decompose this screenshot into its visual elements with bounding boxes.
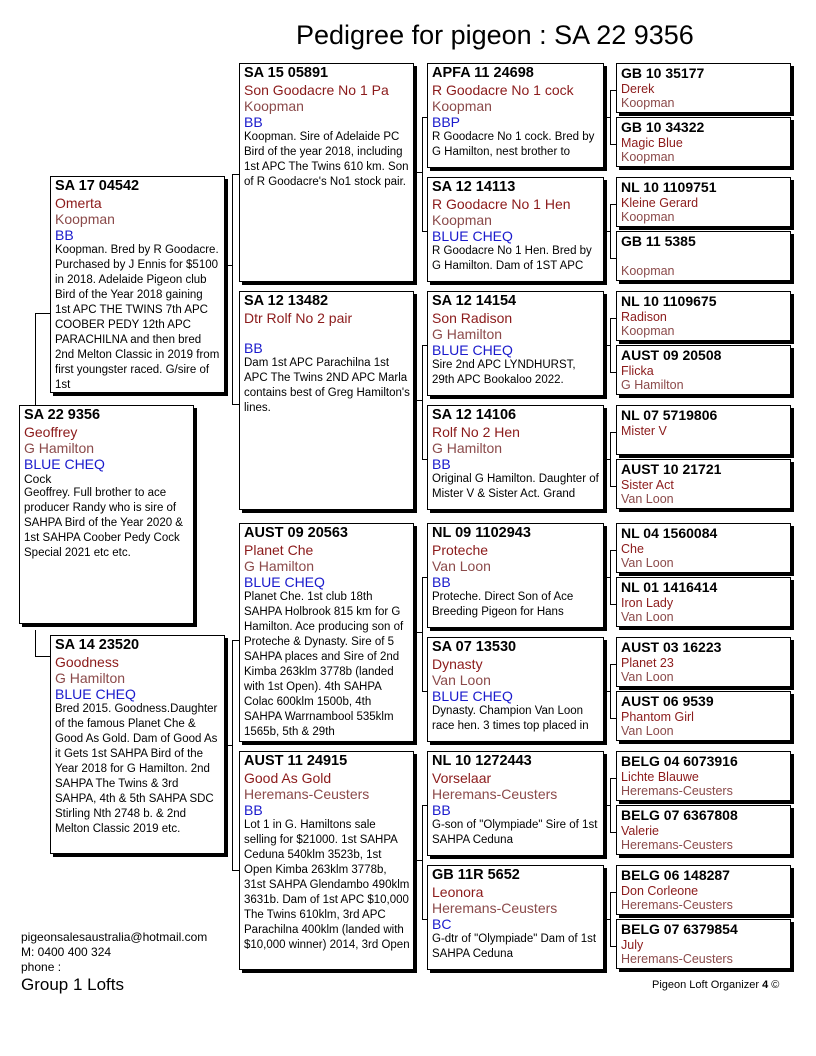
notes: Planet Che. 1st club 18th SAHPA Holbrook 815 km for G Hamilton. Ace producing son of Proteche & Dynasty. Sire of 5 SAHPA places and Sire of 2nd Kimba 263klm 3778b (landed with 1st Open). 4th SAHPA Colac 600klm 1500b, 4th SAHPA Warrnambool 535klm 1565b, 5th & 29th — [244, 591, 404, 738]
connector-line — [415, 860, 423, 861]
breeder: Koopman — [621, 210, 675, 224]
ancestor-card[interactable] — [616, 637, 791, 687]
breeder: Koopman — [432, 98, 492, 114]
ring-number: NL 10 1272443 — [432, 753, 532, 769]
breeder: Heremans-Ceusters — [432, 900, 558, 916]
pigeon-name: Dynasty — [432, 656, 483, 672]
connector-line — [232, 640, 239, 641]
software-name: Pigeon Loft Organizer — [652, 979, 760, 991]
pigeon-name: Mister V — [621, 424, 667, 438]
colour: BB — [244, 114, 263, 130]
breeder: G Hamilton — [432, 326, 503, 342]
breeder: Koopman — [432, 212, 492, 228]
sire-dam-card[interactable] — [239, 291, 414, 510]
pigeon-name: Geoffrey — [24, 424, 78, 440]
ring-number: SA 12 13482 — [244, 293, 329, 309]
contact-email: pigeonsalesaustralia@hotmail.com — [21, 930, 208, 944]
connector-line — [605, 345, 611, 346]
ring-number: BELG 06 148287 — [621, 867, 730, 883]
pigeon-name: Omerta — [55, 195, 102, 211]
notes: Dam 1st APC Parachilna 1st APC The Twins 2ND APC Marla contains best of Greg Hamilton's lines. — [244, 357, 410, 414]
ancestor-card[interactable] — [616, 751, 791, 801]
connector-line — [605, 919, 611, 920]
connector-line — [605, 231, 611, 232]
ancestor-card[interactable] — [616, 577, 791, 627]
colour: BLUE CHEQ — [244, 574, 325, 590]
notes: Original G Hamilton. Daughter of Mister V & Sister Act. Grand — [432, 473, 599, 500]
pigeon-name: Son Radison — [432, 310, 513, 326]
pigeon-name: Goodness — [55, 654, 119, 670]
dam-sire-card[interactable] — [239, 523, 414, 742]
dam-card[interactable] — [50, 635, 225, 854]
connector-line — [415, 400, 423, 401]
pigeon-name: Planet 23 — [621, 656, 674, 670]
ancestor-card[interactable] — [616, 523, 791, 573]
ring-number: AUST 11 24915 — [244, 753, 348, 769]
connector-line — [35, 313, 36, 405]
connector-line — [605, 805, 611, 806]
notes: Bred 2015. Goodness.Daughter of the famous Planet Che & Good As Gold. Dam of Good As it Gets 1st SAHPA Bird of the Year 2018 for G Hamilton. 2nd SAHPA The Twins & 3rd SAHPA, 4th & 5th SAHPA SDC Stirling Nth 2748 b. & 2nd Melton Classic 2019 etc. — [55, 703, 218, 835]
sire-card[interactable] — [50, 176, 225, 393]
pigeon-name — [621, 250, 787, 264]
great-grandparent-card[interactable] — [427, 637, 604, 742]
ancestor-card[interactable] — [616, 63, 791, 113]
ring-number: GB 10 34322 — [621, 119, 705, 135]
colour: BB — [432, 456, 451, 472]
contact-mobile: M: 0400 400 324 — [21, 945, 112, 959]
contact-phone: phone : — [21, 960, 62, 974]
ring-number: NL 07 5719806 — [621, 407, 718, 423]
ring-number: NL 09 1102943 — [432, 525, 531, 541]
colour: BLUE CHEQ — [24, 456, 105, 472]
ring-number: NL 10 1109751 — [621, 179, 717, 195]
pigeon-name: Iron Lady — [621, 596, 674, 610]
colour: BBP — [432, 114, 461, 130]
breeder: Van Loon — [621, 610, 674, 624]
ring-number: AUST 09 20563 — [244, 525, 348, 541]
pigeon-name: Leonora — [432, 884, 484, 900]
pigeon-name: Valerie — [621, 824, 659, 838]
ancestor-card[interactable] — [616, 117, 791, 167]
ring-number: BELG 07 6379854 — [621, 921, 738, 937]
ring-number: AUST 10 21721 — [621, 461, 722, 477]
colour: BB — [244, 340, 263, 356]
breeder: Koopman — [621, 264, 675, 278]
ring-number: SA 14 23520 — [55, 637, 140, 653]
page-title: Pedigree for pigeon : SA 22 9356 — [296, 20, 694, 50]
ring-number: NL 01 1416414 — [621, 579, 718, 595]
notes: Proteche. Direct Son of Ace Breeding Pigeon for Hans — [432, 591, 574, 618]
great-grandparent-card[interactable] — [427, 523, 604, 628]
colour: BLUE CHEQ — [432, 688, 513, 704]
ancestor-card[interactable] — [616, 291, 791, 341]
connector-line — [225, 745, 233, 746]
notes: Koopman. Bred by R Goodacre. Purchased by J Ennis for $5100 in 2018. Adelaide Pigeon club Bird of the Year 2018 gaining 1st APC THE TWINS 7th APC COOBER PEDY 12th APC PARACHILNA and then bred 2nd Melton Classic in 2019 from first youngster raced. G/sire of 1st — [55, 244, 220, 391]
ring-number: BELG 07 6367808 — [621, 807, 738, 823]
ring-number: SA 12 14113 — [432, 179, 516, 195]
colour: BLUE CHEQ — [432, 342, 513, 358]
breeder: Van Loon — [621, 556, 674, 570]
ring-number: APFA 11 24698 — [432, 65, 534, 81]
notes: Lot 1 in G. Hamiltons sale selling for $21000. 1st SAHPA Ceduna 540klm 3523b, 1st Open Kimba 263klm 3778b, 31st SAHPA Glendambo 490klm 3631b. Dam of 1st APC $10,000 The Twins 610klm, 3rd APC Parachilna 400klm (landed with $10,000 winner) 2014, 3rd Open — [244, 819, 410, 951]
ring-number: SA 22 9356 — [24, 407, 101, 423]
connector-line — [415, 632, 423, 633]
ancestor-card[interactable] — [616, 345, 791, 395]
breeder: Van Loon — [432, 558, 491, 574]
pigeon-name: Dtr Rolf No 2 pair — [244, 310, 353, 326]
ring-number: GB 10 35177 — [621, 65, 705, 81]
pigeon-name: Don Corleone — [621, 884, 699, 898]
notes: G-son of "Olympiade" Sire of 1st SAHPA Ceduna — [432, 819, 598, 846]
notes: Dynasty. Champion Van Loon race hen. 3 times top placed in — [432, 705, 589, 732]
pigeon-name: R Goodacre No 1 cock — [432, 82, 574, 98]
breeder: Koopman — [55, 211, 115, 227]
ancestor-card[interactable] — [616, 231, 791, 281]
colour: BC — [432, 916, 452, 932]
great-grandparent-card[interactable] — [427, 177, 604, 282]
breeder: G Hamilton — [621, 378, 684, 392]
pigeon-name: Magic Blue — [621, 136, 683, 150]
colour: BB — [55, 227, 74, 243]
connector-line — [225, 265, 233, 266]
ancestor-card[interactable] — [616, 177, 791, 227]
pigeon-name: Rolf No 2 Hen — [432, 424, 520, 440]
pigeon-name: Flicka — [621, 364, 654, 378]
ancestor-card[interactable] — [616, 691, 791, 741]
pigeon-name: Che — [621, 542, 644, 556]
dam-dam-card[interactable] — [239, 751, 414, 970]
notes: Sire 2nd APC LYNDHURST, 29th APC Bookaloo 2022. — [432, 359, 576, 386]
pigeon-name: Lichte Blauwe — [621, 770, 699, 784]
software-credit — [652, 978, 779, 992]
breeder: Van Loon — [621, 492, 674, 506]
pigeon-name: Sister Act — [621, 478, 674, 492]
pigeon-name: Planet Che — [244, 542, 314, 558]
breeder: Heremans-Ceusters — [432, 786, 558, 802]
connector-line — [35, 630, 36, 656]
breeder: Koopman — [621, 150, 675, 164]
connector-line — [232, 640, 233, 870]
breeder: G Hamilton — [24, 440, 95, 456]
colour: BB — [432, 802, 451, 818]
subject-pigeon-card[interactable] — [19, 405, 194, 624]
connector-line — [232, 174, 233, 404]
sire-sire-card[interactable] — [239, 63, 414, 282]
great-grandparent-card[interactable] — [427, 63, 604, 168]
breeder: Van Loon — [621, 670, 674, 684]
ring-number: GB 11 5385 — [621, 233, 696, 249]
connector-line — [232, 174, 239, 175]
breeder: Koopman — [621, 324, 675, 338]
connector-line — [605, 577, 611, 578]
connector-line — [232, 404, 239, 405]
connector-line — [232, 870, 239, 871]
breeder: Koopman — [244, 98, 304, 114]
ring-number: SA 12 14154 — [432, 293, 517, 309]
software-version: 4 — [762, 979, 769, 991]
copyright-symbol: © — [771, 979, 780, 991]
pigeon-name: Phantom Girl — [621, 710, 694, 724]
colour: BB — [244, 802, 263, 818]
connector-line — [605, 459, 611, 460]
pigeon-name: Good As Gold — [244, 770, 332, 786]
ring-number: NL 10 1109675 — [621, 293, 717, 309]
ancestor-card[interactable] — [616, 805, 791, 855]
pigeon-name: R Goodacre No 1 Hen — [432, 196, 571, 212]
breeder: G Hamilton — [55, 670, 126, 686]
pigeon-name: Kleine Gerard — [621, 196, 699, 210]
ring-number: AUST 03 16223 — [621, 639, 722, 655]
connector-line — [605, 691, 611, 692]
pigeon-name: Radison — [621, 310, 667, 324]
connector-line — [422, 577, 423, 691]
notes: G-dtr of "Olympiade" Dam of 1st SAHPA Ceduna — [432, 933, 597, 960]
connector-line — [605, 117, 611, 118]
colour: BLUE CHEQ — [432, 228, 513, 244]
ring-number: GB 11R 5652 — [432, 867, 520, 883]
loft-name: Group 1 Lofts — [21, 975, 125, 994]
breeder: Koopman — [621, 96, 675, 110]
breeder: Heremans-Ceusters — [621, 838, 733, 852]
ring-number: SA 15 05891 — [244, 65, 329, 81]
great-grandparent-card[interactable] — [427, 291, 604, 396]
ring-number: BELG 04 6073916 — [621, 753, 738, 769]
ring-number: AUST 06 9539 — [621, 693, 714, 709]
sex: Cock — [24, 472, 52, 486]
ring-number: AUST 09 20508 — [621, 347, 722, 363]
colour: BLUE CHEQ — [55, 686, 136, 702]
breeder: G Hamilton — [244, 558, 315, 574]
ancestor-card[interactable] — [616, 459, 791, 509]
ring-number: SA 07 13530 — [432, 639, 517, 655]
connector-line — [422, 805, 423, 919]
ring-number: NL 04 1560084 — [621, 525, 718, 541]
breeder: Van Loon — [621, 724, 674, 738]
connector-line — [422, 345, 423, 459]
ancestor-card[interactable] — [616, 865, 791, 915]
connector-line — [415, 172, 423, 173]
breeder: Heremans-Ceusters — [621, 898, 733, 912]
colour: BB — [432, 574, 451, 590]
ring-number: SA 12 14106 — [432, 407, 517, 423]
notes: R Goodacre No 1 Hen. Bred by G Hamilton. Dam of 1ST APC — [432, 245, 592, 272]
connector-line — [422, 117, 423, 231]
great-grandparent-card[interactable] — [427, 405, 604, 510]
breeder: Van Loon — [432, 672, 491, 688]
ancestor-card[interactable] — [616, 919, 791, 969]
pigeon-name: Son Goodacre No 1 Pa — [244, 82, 389, 98]
breeder: Heremans-Ceusters — [244, 786, 370, 802]
breeder: G Hamilton — [432, 440, 503, 456]
great-grandparent-card[interactable] — [427, 865, 604, 970]
great-grandparent-card[interactable] — [427, 751, 604, 856]
pigeon-name: Vorselaar — [432, 770, 492, 786]
notes: R Goodacre No 1 cock. Bred by G Hamilton, nest brother to — [432, 131, 595, 158]
notes: Koopman. Sire of Adelaide PC Bird of the year 2018, including 1st APC The Twins 610 km. Son of R Goodacre's No1 stock pair. — [244, 131, 409, 188]
pigeon-name: Derek — [621, 82, 655, 96]
ring-number: SA 17 04542 — [55, 178, 140, 194]
breeder: Heremans-Ceusters — [621, 784, 733, 798]
notes: Geoffrey. Full brother to ace producer Randy who is sire of SAHPA Bird of the Year 2020 & 1st SAHPA Coober Pedy Cock Special 2021 etc etc. — [24, 487, 183, 559]
breeder: Heremans-Ceusters — [621, 952, 733, 966]
ancestor-card[interactable] — [616, 405, 791, 455]
pigeon-name: July — [621, 938, 644, 952]
pigeon-name: Proteche — [432, 542, 489, 558]
